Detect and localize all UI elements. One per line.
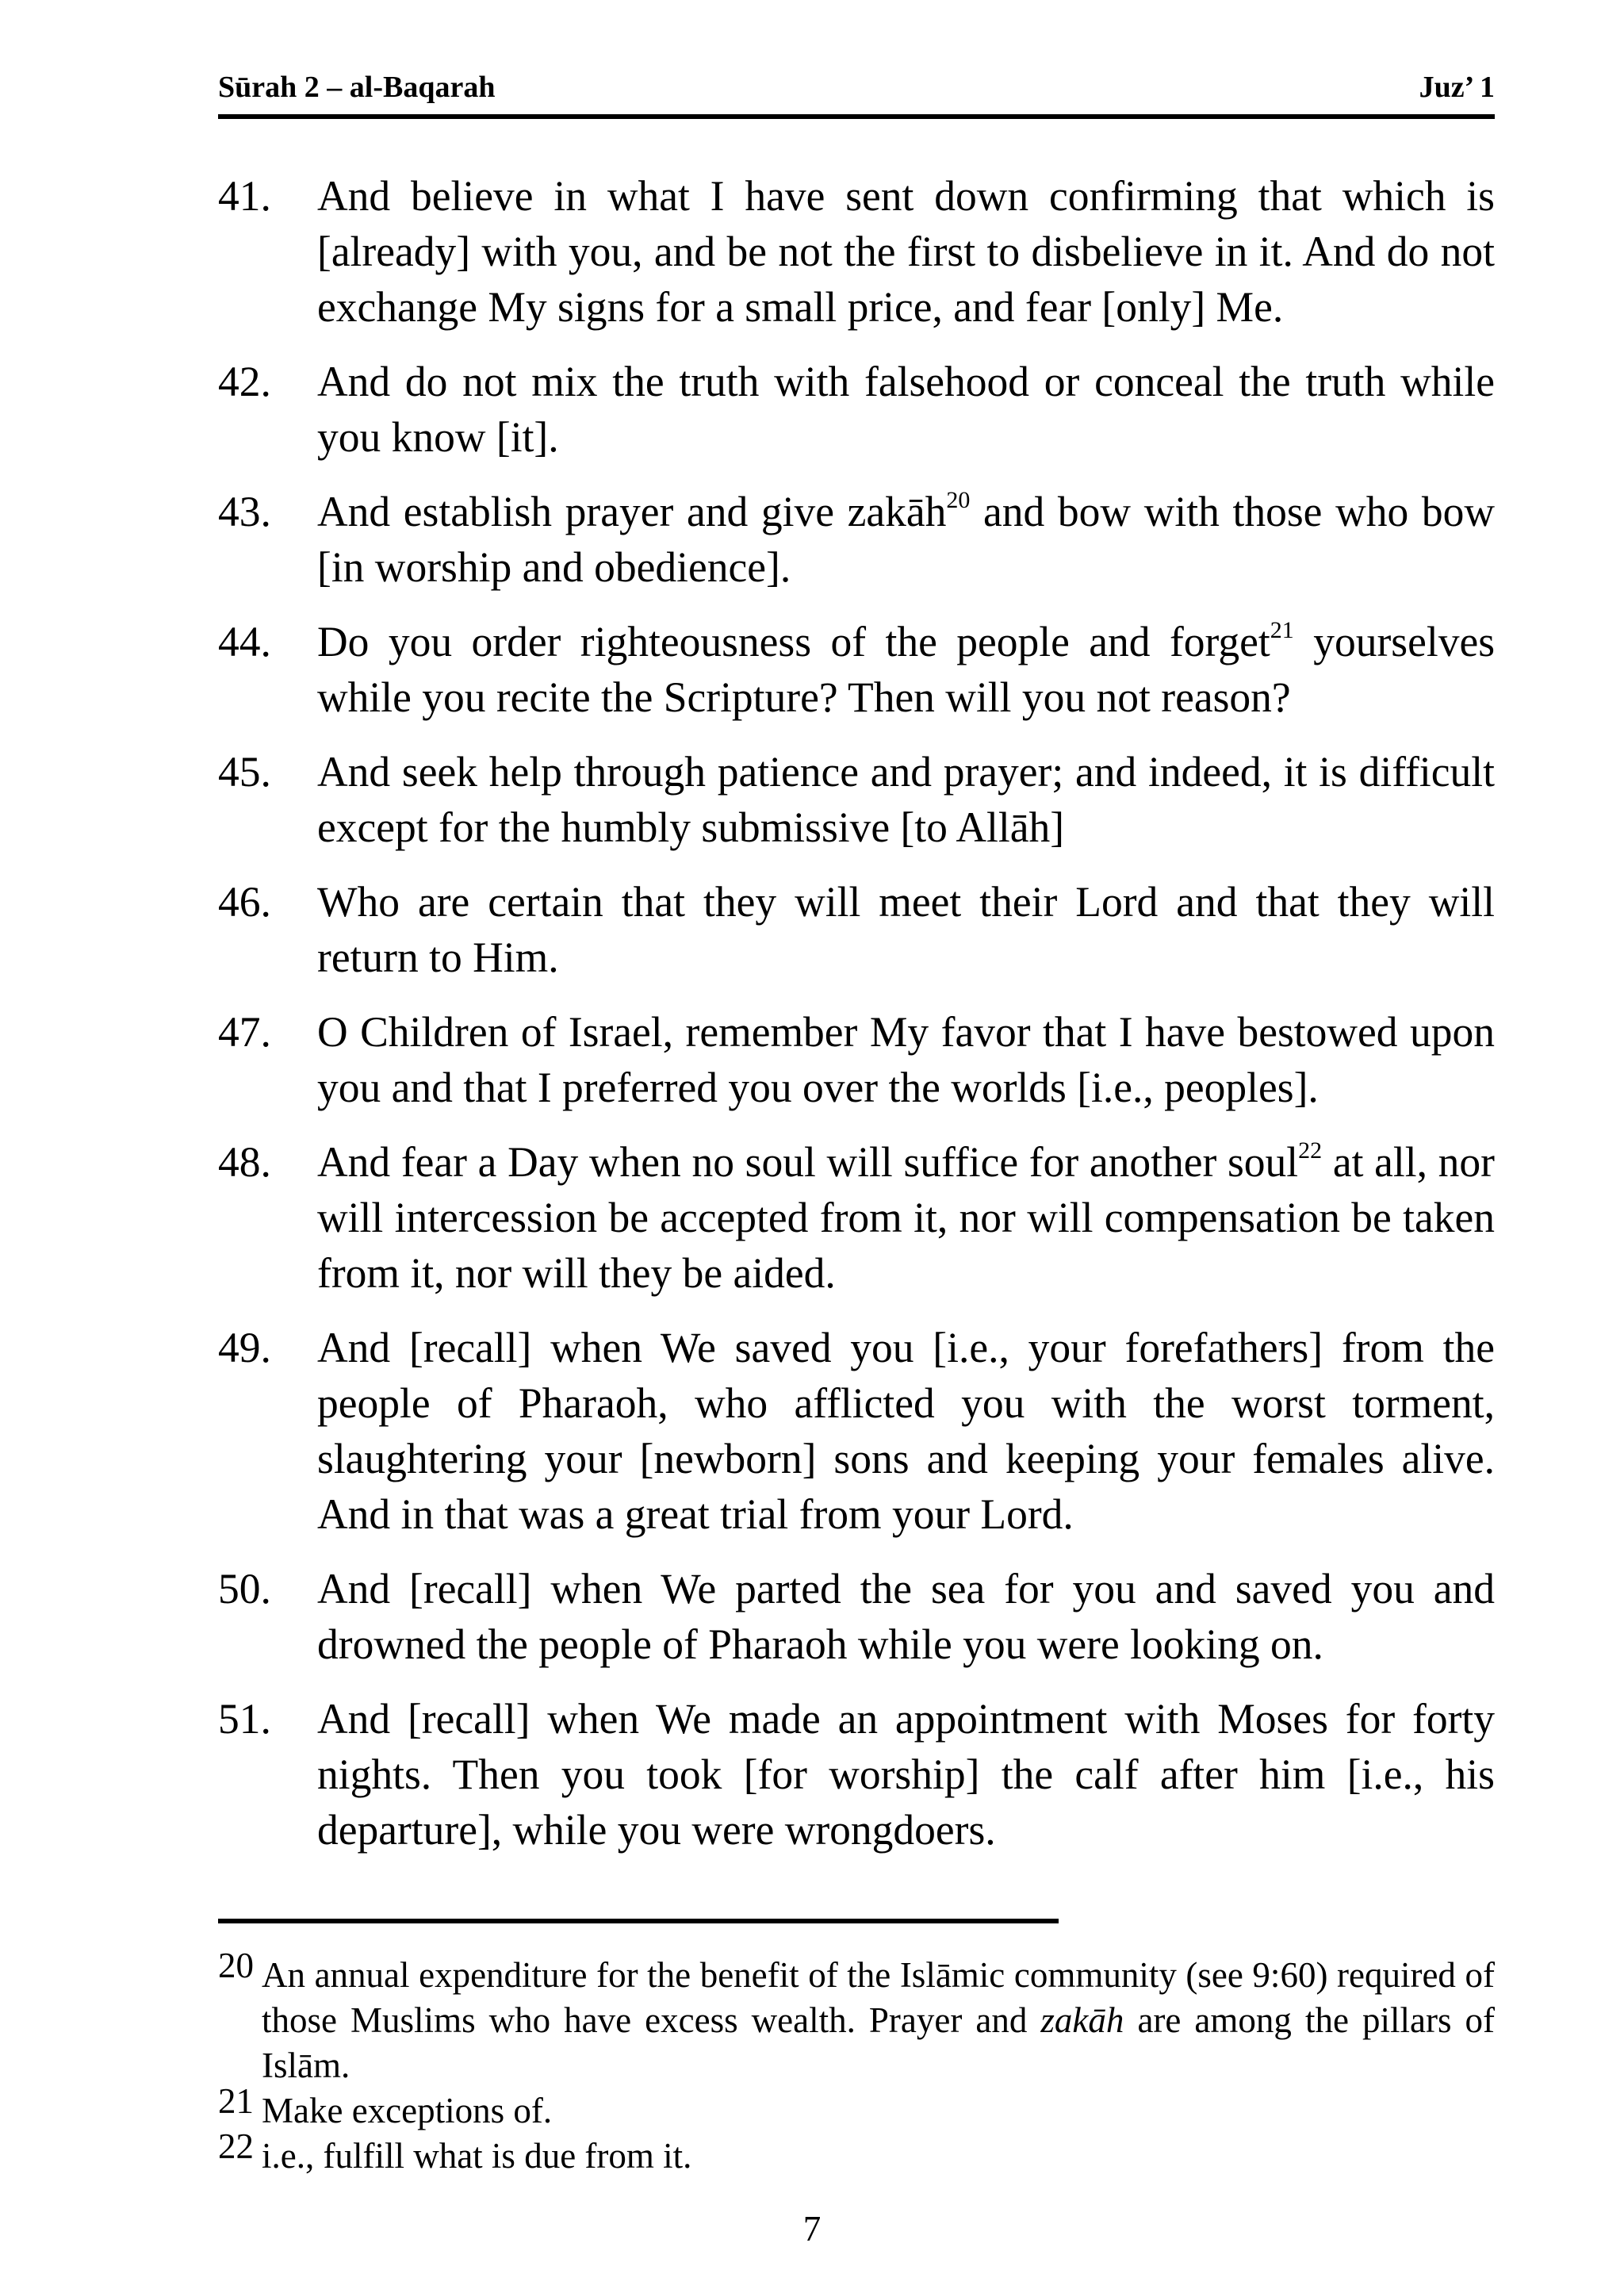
verse-text: And [recall] when We made an appointment with Moses for forty nights. Then you took [for worship] the calf after him [i.e., his departure], while you were wrongdoers. bbox=[317, 1695, 1495, 1854]
verse-text: Do you order righteousness of the people and forget$^{21}$ yourselves while you recite the Scripture? Then will you not reason? bbox=[317, 617, 1496, 721]
verse-list bbox=[218, 168, 1495, 1877]
footnote-text: An annual expenditure for the benefit of the Islāmic community (see 9:60) required of those Muslims who have excess wealth. Prayer and zakāh are among the pillars of Islām. bbox=[262, 1955, 1495, 2085]
footnote-20 bbox=[218, 1946, 1495, 2088]
verse-text: Who are certain that they will meet their Lord and that they will return to Him. bbox=[317, 878, 1495, 981]
footnote-marker[interactable]: 22 bbox=[1298, 1137, 1323, 1164]
verse-number: 43. bbox=[218, 488, 271, 535]
footnote-list bbox=[218, 1946, 1495, 2179]
verse-text: And seek help through patience and prayer; and indeed, it is difficult except for the humbly submissive [to Allāh] bbox=[317, 748, 1495, 851]
verse-text: And establish prayer and give zakāh$^{20}$ and bow with those who bow [in worship and obedience]. bbox=[317, 487, 1495, 591]
verse-number: 48. bbox=[218, 1138, 271, 1186]
juz-label: Juz’ 1 bbox=[1419, 71, 1495, 104]
footnote-marker[interactable]: 21 bbox=[1270, 617, 1294, 644]
footnote-divider bbox=[218, 1919, 1059, 1923]
footnote-text: Make exceptions of. bbox=[262, 2091, 553, 2130]
verse-41 bbox=[218, 168, 1495, 335]
verse-number: 47. bbox=[218, 1008, 271, 1056]
surah-title: Sūrah 2 – al-Baqarah bbox=[218, 71, 496, 104]
verse-50 bbox=[218, 1561, 1495, 1672]
footnote-21 bbox=[218, 2081, 1495, 2134]
footnote-number: 22 bbox=[218, 2126, 254, 2166]
verse-text: And [recall] when We parted the sea for you and saved you and drowned the people of Pharaoh while you were looking on. bbox=[317, 1565, 1495, 1668]
verse-text: O Children of Israel, remember My favor that I have bestowed upon you and that I preferred you over the worlds [i.e., peoples]. bbox=[317, 1008, 1495, 1111]
verse-43 bbox=[218, 484, 1495, 595]
verse-number: 46. bbox=[218, 878, 271, 926]
running-header bbox=[218, 70, 1495, 105]
verse-48 bbox=[218, 1134, 1495, 1301]
verse-text: And do not mix the truth with falsehood or conceal the truth while you know [it]. bbox=[317, 358, 1495, 461]
verse-51 bbox=[218, 1691, 1495, 1858]
verse-number: 50. bbox=[218, 1565, 271, 1613]
verse-number: 41. bbox=[218, 172, 271, 220]
verse-number: 49. bbox=[218, 1324, 271, 1371]
footnote-22 bbox=[218, 2126, 1495, 2179]
verse-46 bbox=[218, 874, 1495, 985]
verse-number: 42. bbox=[218, 358, 271, 405]
footnote-text: i.e., fulfill what is due from it. bbox=[262, 2136, 692, 2176]
page-number: 7 bbox=[802, 2209, 822, 2249]
header-divider bbox=[218, 114, 1495, 119]
verse-45 bbox=[218, 744, 1495, 855]
verse-number: 44. bbox=[218, 618, 271, 665]
footnote-number: 20 bbox=[218, 1946, 254, 1985]
verse-49 bbox=[218, 1320, 1495, 1542]
verse-text: And fear a Day when no soul will suffice for another soul$^{22}$ at all, nor will intercession be accepted from it, nor will compensation be taken from it, nor will they be aided. bbox=[317, 1137, 1495, 1297]
footnote-marker[interactable]: 20 bbox=[946, 487, 971, 514]
verse-number: 45. bbox=[218, 748, 271, 796]
verse-text: And [recall] when We saved you [i.e., your forefathers] from the people of Pharaoh, who afflicted you with the worst torment, slaughtering your [newborn] sons and keeping your females alive. And in that was a great trial from your Lord. bbox=[317, 1324, 1495, 1538]
verse-text: And believe in what I have sent down confirming that which is [already] with you, and be not the first to disbelieve in it. And do not exchange My signs for a small price, and fear [only] Me. bbox=[317, 172, 1495, 331]
verse-number: 51. bbox=[218, 1695, 271, 1743]
verse-44 bbox=[218, 614, 1495, 725]
verse-42 bbox=[218, 354, 1495, 465]
verse-47 bbox=[218, 1004, 1495, 1115]
footnote-number: 21 bbox=[218, 2081, 254, 2121]
